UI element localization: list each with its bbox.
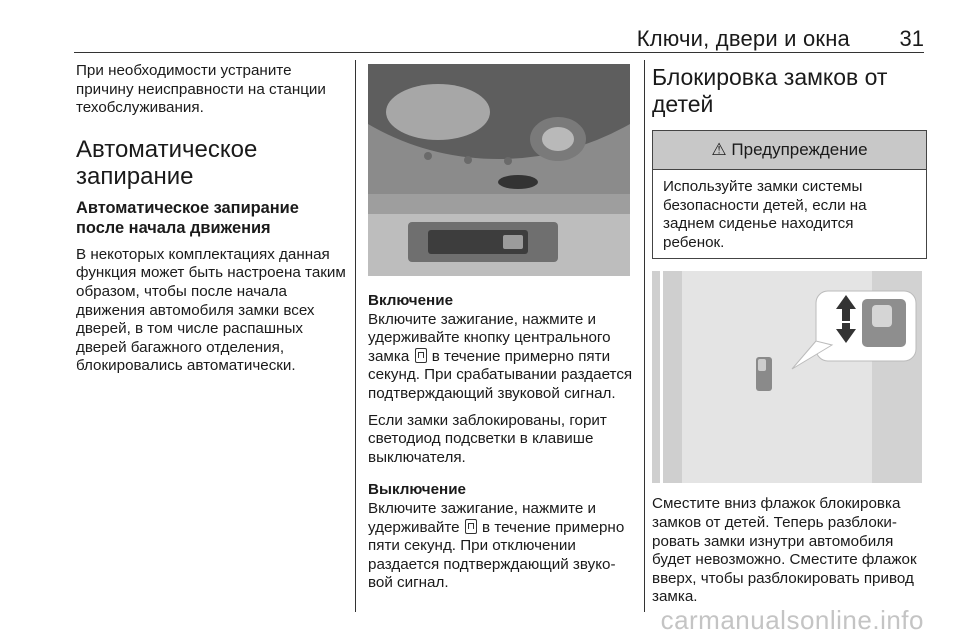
running-header: Ключи, двери и окна (636, 26, 850, 51)
child-lock-photo (652, 271, 922, 483)
child-lock-paragraph: Сместите вниз флажок блокировка замков от детей. Теперь разблокировать замки изнутри автомобиля будет невозможно. Сместите флажок вверх, чтобы разблокировать привод замка. (652, 495, 917, 606)
disable-text-part1: Включите зажигание, нажмите и удерживайте (368, 499, 597, 536)
child-lock-illustration (652, 271, 922, 483)
column-right (652, 62, 927, 615)
warning-box (652, 130, 927, 259)
watermark: carmanualsonline.info (660, 605, 924, 635)
section-title-child-lock: Блокировка замков от детей (652, 64, 888, 117)
warning-title: Предупреждение (731, 140, 868, 159)
ceiling-console-photo (368, 64, 630, 276)
enable-text-part2: в течение примерно пяти секунд. При срабатывании раздается подтверждающий звуковой сигнал. (368, 347, 633, 402)
enable-title: Включение (368, 292, 454, 309)
intro-paragraph: При необходимости устраните причину неисправности на станции техобслуживания. (76, 62, 326, 117)
enable-paragraph (368, 311, 634, 404)
auto-lock-paragraph: В некоторых комплектациях данная функция может быть настроена таким образом, чтобы после начала движения автомобиля замки всех дверей, в том числе распашных дверей багажного отделения, блокировались автоматически. (76, 245, 346, 375)
lock-icon (465, 519, 477, 534)
led-paragraph: Если замки заблокированы, горит светодиод подсветки в клавише выключателя. (368, 411, 607, 466)
column-divider-left (355, 60, 356, 612)
disable-paragraph (368, 500, 634, 593)
subsection-title-auto-lock-driving: Автоматическое запирание после начала движения (76, 198, 299, 237)
disable-title: Выключение (368, 481, 466, 499)
warning-header (653, 131, 926, 170)
disable-text-part2: в течение примерно пяти секунд. При отключении раздается подтверждающий звуковой сигнал. (368, 518, 625, 592)
column-divider-right (644, 60, 645, 612)
section-title-auto-lock: Автоматическое запирание (76, 135, 258, 190)
warning-text: Используйте замки системы безопасности детей, если на заднем сиденье находится ребенок. (663, 178, 867, 251)
header-rule (74, 52, 924, 53)
page-number: 31 (899, 26, 924, 51)
ceiling-console-illustration (368, 64, 630, 276)
enable-text-part1: Включите зажигание, нажмите и удерживайте кнопку центрального замка (368, 310, 611, 365)
column-middle (368, 62, 634, 601)
lock-icon (415, 348, 427, 363)
column-left (76, 62, 346, 384)
warning-triangle-icon: ⚠ (711, 140, 727, 159)
